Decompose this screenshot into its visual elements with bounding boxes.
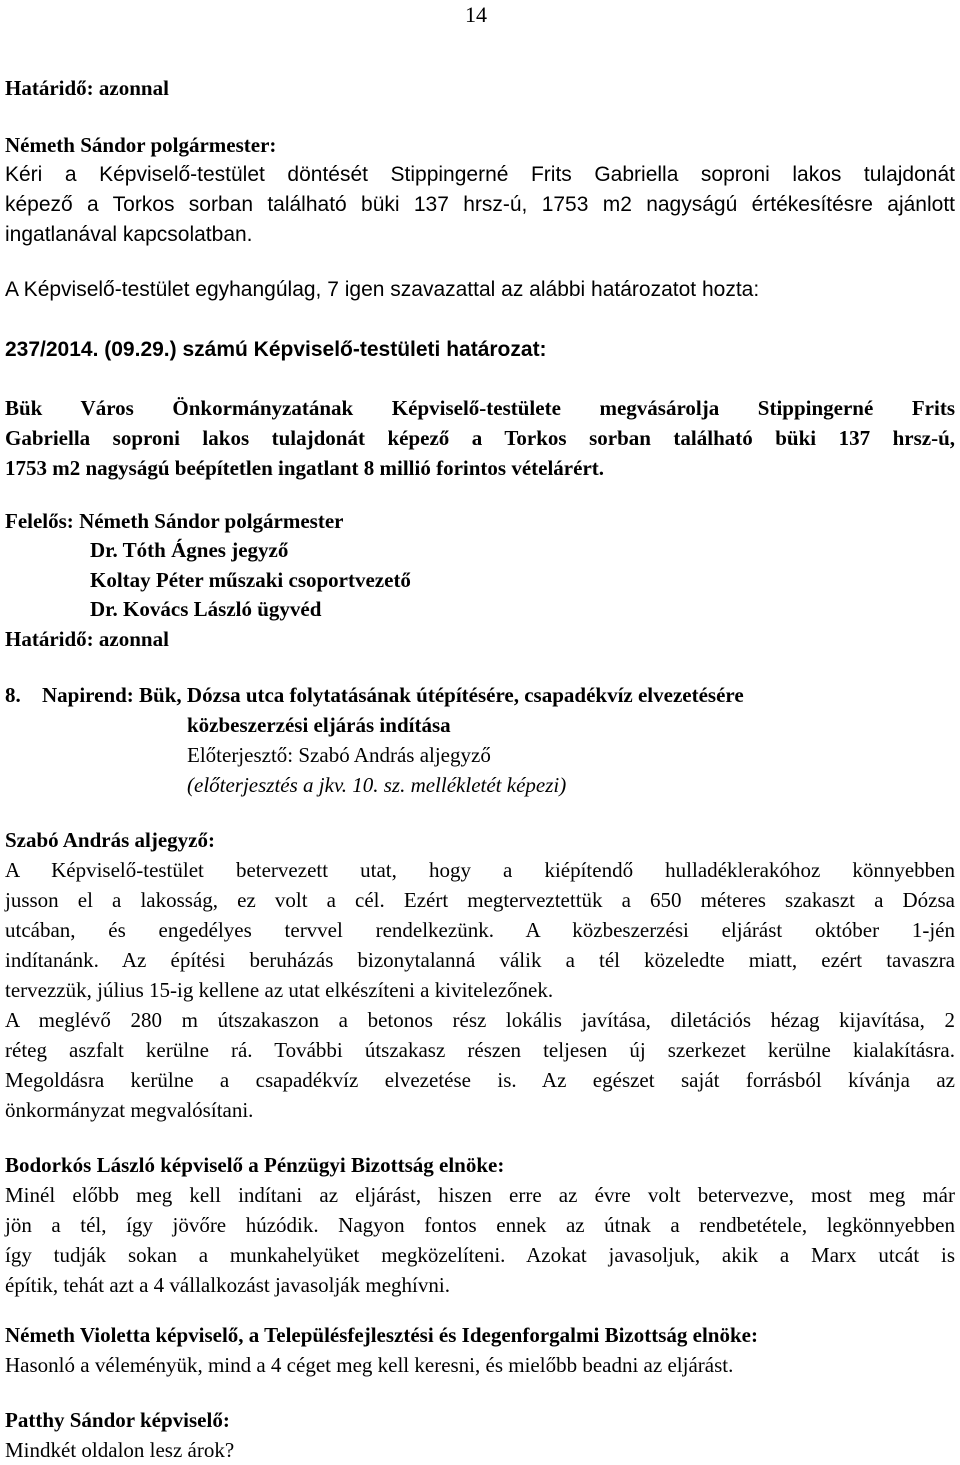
responsible-label: Felelős: <box>5 509 74 533</box>
paragraph-line: jön a tél, így jövőre húzódik. Nagyon fontos ennek az útnak a rendbetétele, legkönnyebben <box>5 1213 955 1237</box>
paragraph-line: Megoldásra kerülne a csapadékvíz elvezetése is. Az egészet saját forrásból kívánja az <box>5 1068 955 1092</box>
paragraph-line: képező a Torkos sorban található büki 137 hrsz-ú, 1753 m2 nagyságú értékesítésre ajánlott <box>5 193 955 216</box>
resolution-body <box>5 393 955 483</box>
paragraph-line: Mindkét oldalon lesz árok? <box>5 1438 235 1462</box>
paragraph-line: indítanánk. Az építési beruházás bizonytalanná válik a tél közeledte miatt, ezért tavaszra <box>5 948 955 972</box>
bodorkos-speech <box>5 1150 955 1300</box>
paragraph-line: Bük Város Önkormányzatának Képviselő-testülete megvásárolja Stippingerné Frits <box>5 396 955 420</box>
agenda-presenter: Előterjesztő: Szabó András aljegyző <box>187 743 491 767</box>
speaker-name: Németh Sándor polgármester: <box>5 133 277 157</box>
agenda-number: 8. <box>5 683 21 707</box>
agenda-title-line-1: Napirend: Bük, Dózsa utca folytatásának útépítésére, csapadékvíz elvezetésére <box>42 683 744 707</box>
mayor-speech <box>5 130 955 250</box>
responsible-list <box>5 507 411 654</box>
paragraph-line: 1753 m2 nagyságú beépítetlen ingatlant 8 millió forintos vételárért. <box>5 456 605 480</box>
speaker-name: Szabó András aljegyző: <box>5 828 215 852</box>
deadline-heading: Határidő: azonnal <box>5 76 169 100</box>
paragraph-line: Hasonló a véleményük, mind a 4 céget meg kell keresni, és mielőbb beadni az eljárást. <box>5 1353 734 1377</box>
agenda-title <box>5 680 955 710</box>
paragraph-line: A Képviselő-testület betervezett utat, hogy a kiépítendő hulladéklerakóhoz könnyebben <box>5 858 955 882</box>
paragraph-line: építik, tehát azt a 4 vállalkozást javasolják meghívni. <box>5 1273 450 1297</box>
paragraph-line: utcában, és engedélyes tervvel rendelkezünk. A közbeszerzési eljárást október 1-jén <box>5 918 955 942</box>
speaker-name: Bodorkós László képviselő a Pénzügyi Bizottság elnöke: <box>5 1153 505 1177</box>
speaker-name: Németh Violetta képviselő, a Településfejlesztési és Idegenforgalmi Bizottság elnöke: <box>5 1323 758 1347</box>
responsible-person: Koltay Péter műszaki csoportvezető <box>90 567 411 592</box>
paragraph-line: tervezzük, július 15-ig kellene az utat elkészíteni a kivitelezőnek. <box>5 978 554 1002</box>
responsible-person: Dr. Tóth Ágnes jegyző <box>90 538 289 563</box>
speaker-name: Patthy Sándor képviselő: <box>5 1408 230 1432</box>
paragraph-line: Minél előbb meg kell indítani az eljárást, hiszen erre az évre volt betervezve, most meg már <box>5 1183 955 1207</box>
szabo-speech <box>5 825 955 1125</box>
paragraph-line: réteg aszfalt kerülne rá. További útszakasz részen teljesen új szerkezet kerülne kialakításra. <box>5 1038 955 1062</box>
paragraph-line: Gabriella soproni lakos tulajdonát képező a Torkos sorban található büki 137 hrsz-ú, <box>5 426 955 450</box>
vote-statement: A Képviselő-testület egyhangúlag, 7 igen szavazattal az alábbi határozatot hozta: <box>5 278 760 301</box>
page-number: 14 <box>465 2 487 27</box>
paragraph-line: ingatlanával kapcsolatban. <box>5 223 253 246</box>
nemeth-violetta-speech <box>5 1320 955 1380</box>
agenda-title-line-2: közbeszerzési eljárás indítása <box>187 713 451 737</box>
paragraph-line: jusson el a lakosság, ez volt a cél. Ezért megterveztettük a 650 méteres szakaszt a Dózsa <box>5 888 955 912</box>
resolution-title: 237/2014. (09.29.) számú Képviselő-testületi határozat: <box>5 338 547 361</box>
responsible-person: Dr. Kovács László ügyvéd <box>90 597 322 622</box>
deadline: Határidő: azonnal <box>5 626 169 651</box>
paragraph-line: A meglévő 280 m útszakaszon a betonos rész lokális javítása, diletációs hézag kijavítása, 2 <box>5 1008 955 1032</box>
agenda-attachment-note: (előterjesztés a jkv. 10. sz. mellékletét képezi) <box>187 773 567 797</box>
paragraph-line: önkormányzat megvalósítani. <box>5 1098 254 1122</box>
agenda-item <box>5 680 955 800</box>
patthy-speech <box>5 1405 955 1465</box>
responsible-person: Németh Sándor polgármester <box>79 509 344 533</box>
paragraph-line: Kéri a Képviselő-testület döntését Stippingerné Frits Gabriella soproni lakos tulajdonát <box>5 163 955 186</box>
paragraph-line: így tudják sokan a munkahelyüket megközelíteni. Azokat javasoljuk, akik a Marx utcát is <box>5 1243 955 1267</box>
responsible-row <box>5 507 411 536</box>
